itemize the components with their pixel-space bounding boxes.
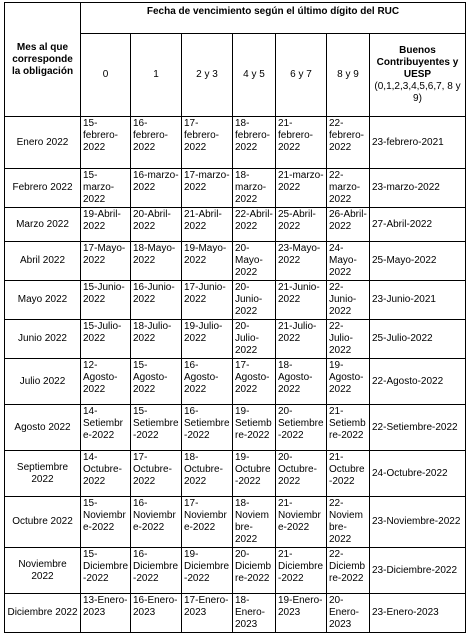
due-date-cell: 16-Setiembre-2022 bbox=[182, 405, 233, 451]
table-row bbox=[5, 208, 466, 242]
due-date-cell: 18-marzo-2022 bbox=[233, 169, 276, 208]
due-date-cell: 19-Diciembre-2022 bbox=[182, 548, 233, 594]
due-date-cell: 18-Mayo-2022 bbox=[131, 242, 182, 281]
buenos-date-cell: 27-Abril-2022 bbox=[370, 208, 466, 242]
table-row bbox=[5, 242, 466, 281]
month-cell: Noviembre 2022 bbox=[5, 548, 81, 594]
table-row bbox=[5, 169, 466, 208]
table-row bbox=[5, 359, 466, 405]
due-date-cell: 17-Enero-2023 bbox=[182, 594, 233, 633]
table-header bbox=[5, 3, 466, 117]
month-cell: Junio 2022 bbox=[5, 320, 81, 359]
due-date-cell: 24-Mayo-2022 bbox=[327, 242, 370, 281]
month-cell: Enero 2022 bbox=[5, 117, 81, 169]
month-cell: Febrero 2022 bbox=[5, 169, 81, 208]
table-row bbox=[5, 405, 466, 451]
due-date-cell: 17-Octubre-2022 bbox=[131, 451, 182, 497]
due-date-cell: 20-Abril-2022 bbox=[131, 208, 182, 242]
table-body bbox=[5, 117, 466, 633]
table-row bbox=[5, 281, 466, 320]
due-date-cell: 21-Julio-2022 bbox=[276, 320, 327, 359]
due-date-cell: 17-Noviembre-2022 bbox=[182, 497, 233, 548]
due-date-cell: 22-Julio-2022 bbox=[327, 320, 370, 359]
table-row bbox=[5, 594, 466, 633]
digit-column-header: 6 y 7 bbox=[276, 34, 327, 117]
buenos-date-cell: 24-Octubre-2022 bbox=[370, 451, 466, 497]
due-date-cell: 19-Mayo-2022 bbox=[182, 242, 233, 281]
buenos-date-cell: 23-Noviembre-2022 bbox=[370, 497, 466, 548]
due-date-cell: 21-Abril-2022 bbox=[182, 208, 233, 242]
due-date-cell: 21-Diciembre-2022 bbox=[276, 548, 327, 594]
buenos-title: Buenos Contribuyentes y UESP bbox=[376, 45, 459, 80]
due-date-cell: 19-Abril-2022 bbox=[81, 208, 131, 242]
table-row bbox=[5, 497, 466, 548]
due-date-cell: 22-febrero-2022 bbox=[327, 117, 370, 169]
due-date-cell: 19-Julio-2022 bbox=[182, 320, 233, 359]
due-date-cell: 23-Mayo-2022 bbox=[276, 242, 327, 281]
due-date-cell: 15-Junio-2022 bbox=[81, 281, 131, 320]
buenos-date-cell: 23-Enero-2023 bbox=[370, 594, 466, 633]
due-date-cell: 16-febrero-2022 bbox=[131, 117, 182, 169]
due-date-cell: 16-marzo-2022 bbox=[131, 169, 182, 208]
digit-column-header: 1 bbox=[131, 34, 182, 117]
due-date-cell: 20-Junio-2022 bbox=[233, 281, 276, 320]
due-date-cell: 18-Octubre-2022 bbox=[182, 451, 233, 497]
due-date-cell: 20-Diciembre-2022 bbox=[233, 548, 276, 594]
due-date-cell: 15-Diciembre-2022 bbox=[81, 548, 131, 594]
buenos-date-cell: 23-Junio-2021 bbox=[370, 281, 466, 320]
due-date-cell: 16-Agosto-2022 bbox=[182, 359, 233, 405]
due-date-cell: 15-Agosto-2022 bbox=[131, 359, 182, 405]
buenos-date-cell: 25-Mayo-2022 bbox=[370, 242, 466, 281]
due-date-cell: 18-febrero-2022 bbox=[233, 117, 276, 169]
due-date-cell: 18-Agosto-2022 bbox=[276, 359, 327, 405]
due-date-cell: 26-Abril-2022 bbox=[327, 208, 370, 242]
month-cell: Abril 2022 bbox=[5, 242, 81, 281]
due-date-cell: 15-Noviembre-2022 bbox=[81, 497, 131, 548]
due-date-cell: 20-Mayo-2022 bbox=[233, 242, 276, 281]
due-date-cell: 25-Abril-2022 bbox=[276, 208, 327, 242]
buenos-date-cell: 22-Setiembre-2022 bbox=[370, 405, 466, 451]
due-date-cell: 21-Setiembre-2022 bbox=[327, 405, 370, 451]
buenos-date-cell: 23-marzo-2022 bbox=[370, 169, 466, 208]
due-date-cell: 21-Junio-2022 bbox=[276, 281, 327, 320]
due-date-cell: 15-febrero-2022 bbox=[81, 117, 131, 169]
due-date-cell: 22-Junio-2022 bbox=[327, 281, 370, 320]
due-date-cell: 19-Enero-2023 bbox=[276, 594, 327, 633]
table-row bbox=[5, 117, 466, 169]
due-date-cell: 21-marzo-2022 bbox=[276, 169, 327, 208]
due-date-cell: 14-Setiembre-2022 bbox=[81, 405, 131, 451]
due-date-cell: 16-Junio-2022 bbox=[131, 281, 182, 320]
due-date-cell: 20-Setiembre-2022 bbox=[276, 405, 327, 451]
month-cell: Octubre 2022 bbox=[5, 497, 81, 548]
due-date-cell: 21-Noviembre-2022 bbox=[276, 497, 327, 548]
due-date-cell: 22-Noviembre-2022 bbox=[327, 497, 370, 548]
due-date-cell: 19-Setiembre-2022 bbox=[233, 405, 276, 451]
due-date-cell: 16-Enero-2023 bbox=[131, 594, 182, 633]
due-date-cell: 19-Octubre-2022 bbox=[233, 451, 276, 497]
due-date-cell: 14-Octubre-2022 bbox=[81, 451, 131, 497]
due-date-group-header: Fecha de vencimiento según el último dígito del RUC bbox=[81, 3, 466, 34]
digit-column-header: 4 y 5 bbox=[233, 34, 276, 117]
due-date-cell: 12-Agosto-2022 bbox=[81, 359, 131, 405]
month-cell: Septiembre 2022 bbox=[5, 451, 81, 497]
digit-column-header: 0 bbox=[81, 34, 131, 117]
due-date-cell: 20-Octubre-2022 bbox=[276, 451, 327, 497]
due-date-cell: 17-Junio-2022 bbox=[182, 281, 233, 320]
due-date-cell: 22-Diciembre-2022 bbox=[327, 548, 370, 594]
month-cell: Julio 2022 bbox=[5, 359, 81, 405]
digit-column-header: 2 y 3 bbox=[182, 34, 233, 117]
due-date-cell: 18-Noviembre-2022 bbox=[233, 497, 276, 548]
buenos-date-cell: 22-Agosto-2022 bbox=[370, 359, 466, 405]
due-date-cell: 17-marzo-2022 bbox=[182, 169, 233, 208]
due-date-cell: 17-Mayo-2022 bbox=[81, 242, 131, 281]
due-date-cell: 19-Agosto-2022 bbox=[327, 359, 370, 405]
buenos-date-cell: 23-Diciembre-2022 bbox=[370, 548, 466, 594]
due-date-cell: 16-Diciembre-2022 bbox=[131, 548, 182, 594]
due-date-cell: 20-Enero-2023 bbox=[327, 594, 370, 633]
due-date-cell: 21-Octubre-2022 bbox=[327, 451, 370, 497]
buenos-date-cell: 23-febrero-2021 bbox=[370, 117, 466, 169]
month-cell: Agosto 2022 bbox=[5, 405, 81, 451]
due-date-cell: 17-Agosto-2022 bbox=[233, 359, 276, 405]
due-date-cell: 15-Julio-2022 bbox=[81, 320, 131, 359]
month-header: Mes al que corresponde la obligación bbox=[5, 3, 81, 117]
due-date-cell: 17-febrero-2022 bbox=[182, 117, 233, 169]
buenos-date-cell: 25-Julio-2022 bbox=[370, 320, 466, 359]
due-date-cell: 13-Enero-2023 bbox=[81, 594, 131, 633]
deadline-table bbox=[4, 2, 466, 633]
digit-column-header: 8 y 9 bbox=[327, 34, 370, 117]
due-date-cell: 18-Enero-2023 bbox=[233, 594, 276, 633]
buenos-contribuyentes-header bbox=[370, 34, 466, 117]
table-row bbox=[5, 548, 466, 594]
due-date-cell: 20-Julio-2022 bbox=[233, 320, 276, 359]
due-date-cell: 22-marzo-2022 bbox=[327, 169, 370, 208]
due-date-cell: 22-Abril-2022 bbox=[233, 208, 276, 242]
due-date-cell: 21-febrero-2022 bbox=[276, 117, 327, 169]
due-date-cell: 15-Setiembre-2022 bbox=[131, 405, 182, 451]
due-date-cell: 15-marzo-2022 bbox=[81, 169, 131, 208]
month-cell: Marzo 2022 bbox=[5, 208, 81, 242]
table-row bbox=[5, 451, 466, 497]
month-cell: Diciembre 2022 bbox=[5, 594, 81, 633]
buenos-digits: (0,1,2,3,4,5,6,7, 8 y 9) bbox=[374, 81, 461, 104]
due-date-cell: 16-Noviembre-2022 bbox=[131, 497, 182, 548]
due-date-cell: 18-Julio-2022 bbox=[131, 320, 182, 359]
table-row bbox=[5, 320, 466, 359]
month-cell: Mayo 2022 bbox=[5, 281, 81, 320]
